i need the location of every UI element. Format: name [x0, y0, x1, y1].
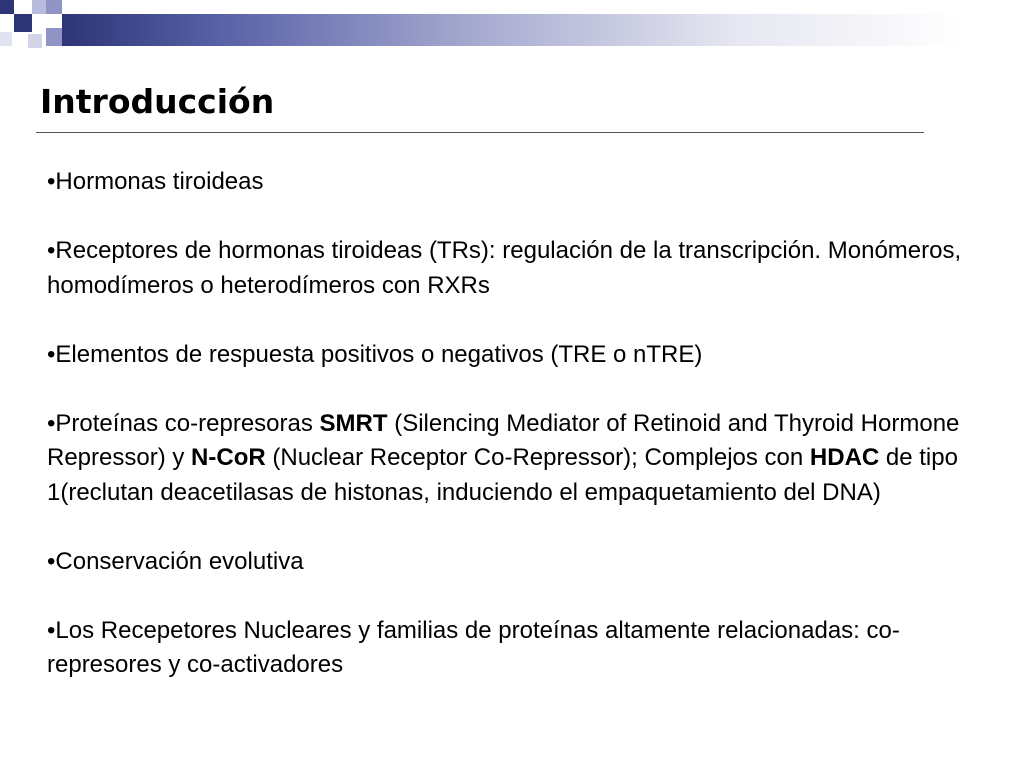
- bullet-item-hormones: [47, 165, 997, 200]
- bullet-item-conservation: [47, 545, 997, 580]
- decorative-square: [32, 0, 46, 14]
- bullet-marker: •: [47, 340, 56, 368]
- bullet-marker: •: [47, 547, 56, 575]
- bullet-item-response-elements: [47, 338, 997, 373]
- decorative-square: [46, 28, 62, 46]
- bullet-text: Elementos de respuesta positivos o negativos (TRE o nTRE): [55, 340, 703, 368]
- bullet-item-nuclear-receptors: [47, 614, 997, 683]
- bullet-text: Proteínas co-represoras: [55, 409, 320, 437]
- bullet-marker: •: [47, 409, 56, 437]
- bullet-text: Conservación evolutiva: [55, 547, 304, 575]
- bullet-text: (Nuclear Receptor Co-Repressor); Complejos con: [265, 444, 810, 471]
- decorative-square: [14, 14, 32, 32]
- bullet-marker: •: [47, 237, 56, 264]
- bullet-text: Los Recepetores Nucleares y familias de proteínas altamente relacionadas: co-represores y co-activadores: [47, 616, 900, 678]
- bold-term-ncor: N-CoR: [191, 444, 266, 471]
- bullet-list: [47, 165, 997, 683]
- header-gradient-bar: [62, 14, 962, 46]
- bullet-text: (Silencing Mediator of Retinoid and Thyroid Hormone Repressor) y: [47, 409, 960, 471]
- title-divider: [36, 132, 924, 133]
- decorative-square: [0, 32, 12, 46]
- bullet-text: Hormonas tiroideas: [55, 168, 264, 195]
- bullet-item-corepressors: [47, 407, 997, 511]
- bullet-text: de tipo 1(reclutan deacetilasas de histonas, induciendo el empaquetamiento del DNA): [47, 444, 958, 506]
- decorative-square: [0, 0, 14, 14]
- bullet-marker: •: [47, 616, 56, 644]
- bold-term-hdac: HDAC: [809, 444, 880, 471]
- bullet-text: Receptores de hormonas tiroideas (TRs): regulación de la transcripción. Monómeros, homodímeros o heterodímeros con RXRs: [47, 237, 962, 299]
- bold-term-smrt: SMRT: [319, 409, 388, 437]
- slide-title: Introducción: [40, 82, 275, 121]
- bullet-item-receptors: [47, 234, 997, 303]
- decorative-square: [46, 0, 62, 14]
- decorative-square: [28, 34, 42, 48]
- bullet-marker: •: [47, 168, 56, 195]
